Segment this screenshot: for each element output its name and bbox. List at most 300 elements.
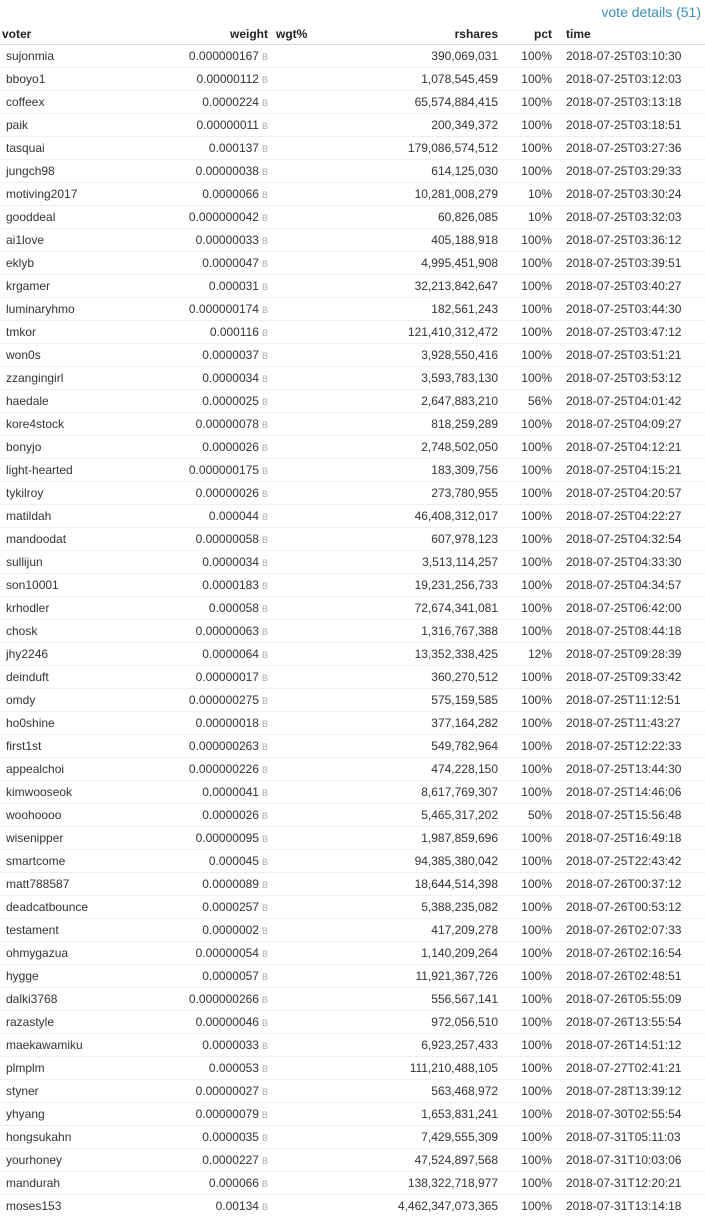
rshares-cell: 4,995,451,908 [340,252,502,275]
weight-unit-icon: B [262,466,268,476]
table-row [0,436,705,459]
weight-unit-icon: B [262,1087,268,1097]
column-header-wgt-pct[interactable]: wgt% [272,24,340,45]
voter-link[interactable]: tmkor [0,321,166,344]
pct-cell: 100% [502,1103,556,1126]
voter-link[interactable]: mandurah [0,1172,166,1195]
weight-cell [166,988,272,1011]
wgt-pct-cell [272,229,340,252]
weight-cell [166,827,272,850]
wgt-pct-cell [272,551,340,574]
weight-cell [166,229,272,252]
wgt-pct-cell [272,942,340,965]
time-cell: 2018-07-25T03:13:18 [556,91,705,114]
weight-cell [166,91,272,114]
wgt-pct-cell [272,137,340,160]
table-row [0,275,705,298]
time-cell: 2018-07-25T14:46:06 [556,781,705,804]
weight-cell [166,781,272,804]
time-cell: 2018-07-25T03:12:03 [556,68,705,91]
pct-cell: 100% [502,91,556,114]
voter-link[interactable]: moses153 [0,1195,166,1217]
column-header-weight[interactable]: weight [166,24,272,45]
voter-link[interactable]: appealchoi [0,758,166,781]
weight-unit-icon: B [262,443,268,453]
voter-link[interactable]: sullijun [0,551,166,574]
wgt-pct-cell [272,206,340,229]
rshares-cell: 4,462,347,073,365 [340,1195,502,1217]
voter-link[interactable]: gooddeal [0,206,166,229]
rshares-cell: 47,524,897,568 [340,1149,502,1172]
pct-cell: 100% [502,68,556,91]
weight-cell [166,1057,272,1080]
rshares-cell: 18,644,514,398 [340,873,502,896]
weight-value: 0.0000034 [202,555,259,569]
pct-cell: 100% [502,1034,556,1057]
time-cell: 2018-07-25T03:44:30 [556,298,705,321]
voter-link[interactable]: first1st [0,735,166,758]
voter-link[interactable]: zzangingirl [0,367,166,390]
weight-value: 0.00000063 [196,624,259,638]
table-row [0,367,705,390]
weight-unit-icon: B [262,121,268,131]
weight-value: 0.0000227 [202,1153,259,1167]
weight-value: 0.000000226 [189,762,259,776]
column-header-pct[interactable]: pct [502,24,556,45]
weight-unit-icon: B [262,650,268,660]
pct-cell: 100% [502,597,556,620]
voter-link[interactable]: smartcome [0,850,166,873]
wgt-pct-cell [272,1126,340,1149]
weight-value: 0.0000089 [202,877,259,891]
wgt-pct-cell [272,482,340,505]
weight-cell [166,413,272,436]
pct-cell: 100% [502,988,556,1011]
time-cell: 2018-07-31T05:11:03 [556,1126,705,1149]
voter-link[interactable]: maekawamiku [0,1034,166,1057]
table-row [0,965,705,988]
weight-unit-icon: B [262,282,268,292]
rshares-cell: 6,923,257,433 [340,1034,502,1057]
weight-value: 0.000053 [209,1061,259,1075]
wgt-pct-cell [272,390,340,413]
weight-cell [166,344,272,367]
column-header-rshares[interactable]: rshares [340,24,502,45]
table-row [0,758,705,781]
weight-value: 0.0000026 [202,440,259,454]
weight-cell [166,298,272,321]
rshares-cell: 72,674,341,081 [340,597,502,620]
weight-unit-icon: B [262,1018,268,1028]
voter-link[interactable]: ho0shine [0,712,166,735]
wgt-pct-cell [272,1103,340,1126]
weight-cell [166,873,272,896]
time-cell: 2018-07-31T12:20:21 [556,1172,705,1195]
table-row [0,505,705,528]
time-cell: 2018-07-25T04:01:42 [556,390,705,413]
weight-cell [166,321,272,344]
table-row [0,1103,705,1126]
weight-cell [166,482,272,505]
voter-link[interactable]: motiving2017 [0,183,166,206]
voter-link[interactable]: matildah [0,505,166,528]
pct-cell: 100% [502,735,556,758]
weight-unit-icon: B [262,213,268,223]
wgt-pct-cell [272,45,340,68]
voter-link[interactable]: yourhoney [0,1149,166,1172]
wgt-pct-cell [272,413,340,436]
weight-cell [166,367,272,390]
weight-value: 0.0000037 [202,348,259,362]
weight-unit-icon: B [262,98,268,108]
voter-link[interactable]: deinduft [0,666,166,689]
pct-cell: 50% [502,804,556,827]
pct-cell: 12% [502,643,556,666]
weight-cell [166,551,272,574]
table-row [0,528,705,551]
weight-value: 0.000000263 [189,739,259,753]
weight-cell [166,804,272,827]
time-cell: 2018-07-25T09:28:39 [556,643,705,666]
weight-unit-icon: B [262,1202,268,1212]
weight-unit-icon: B [262,627,268,637]
weight-value: 0.0000025 [202,394,259,408]
wgt-pct-cell [272,459,340,482]
pct-cell: 100% [502,505,556,528]
voter-link[interactable]: kore4stock [0,413,166,436]
rshares-cell: 11,921,367,726 [340,965,502,988]
time-cell: 2018-07-25T06:42:00 [556,597,705,620]
weight-cell [166,965,272,988]
rshares-cell: 7,429,555,309 [340,1126,502,1149]
pct-cell: 100% [502,45,556,68]
time-cell: 2018-07-25T09:33:42 [556,666,705,689]
wgt-pct-cell [272,321,340,344]
wgt-pct-cell [272,1195,340,1217]
wgt-pct-cell [272,873,340,896]
rshares-cell: 474,228,150 [340,758,502,781]
wgt-pct-cell [272,252,340,275]
weight-unit-icon: B [262,834,268,844]
weight-cell [166,735,272,758]
time-cell: 2018-07-26T00:37:12 [556,873,705,896]
vote-details-link[interactable]: vote details (51) [601,4,701,20]
rshares-cell: 3,593,783,130 [340,367,502,390]
weight-cell [166,942,272,965]
pct-cell: 100% [502,229,556,252]
table-row [0,229,705,252]
wgt-pct-cell [272,114,340,137]
time-cell: 2018-07-25T03:36:12 [556,229,705,252]
table-header-row [0,24,705,45]
weight-value: 0.000000174 [189,302,259,316]
weight-unit-icon: B [262,972,268,982]
weight-value: 0.0000066 [202,187,259,201]
pct-cell: 100% [502,413,556,436]
time-cell: 2018-07-31T10:03:06 [556,1149,705,1172]
wgt-pct-cell [272,666,340,689]
time-cell: 2018-07-25T16:49:18 [556,827,705,850]
weight-value: 0.000066 [209,1176,259,1190]
rshares-cell: 94,385,380,042 [340,850,502,873]
weight-unit-icon: B [262,489,268,499]
pct-cell: 100% [502,1126,556,1149]
weight-value: 0.0000035 [202,1130,259,1144]
weight-unit-icon: B [262,696,268,706]
pct-cell: 10% [502,206,556,229]
table-row [0,321,705,344]
rshares-cell: 1,140,209,264 [340,942,502,965]
table-row [0,643,705,666]
wgt-pct-cell [272,298,340,321]
wgt-pct-cell [272,183,340,206]
weight-cell [166,896,272,919]
weight-value: 0.000044 [209,509,259,523]
table-row [0,781,705,804]
column-header-voter[interactable]: voter [0,24,166,45]
voter-link[interactable]: razastyle [0,1011,166,1034]
weight-value: 0.00000095 [196,831,259,845]
table-row [0,896,705,919]
voter-link[interactable]: omdy [0,689,166,712]
pct-cell: 10% [502,183,556,206]
voter-link[interactable]: styner [0,1080,166,1103]
weight-unit-icon: B [262,719,268,729]
weight-cell [166,689,272,712]
rshares-cell: 614,125,030 [340,160,502,183]
weight-unit-icon: B [262,1156,268,1166]
column-header-time[interactable]: time [556,24,705,45]
table-row [0,68,705,91]
voter-link[interactable]: wisenipper [0,827,166,850]
pct-cell: 100% [502,965,556,988]
time-cell: 2018-07-26T02:07:33 [556,919,705,942]
weight-value: 0.00000033 [196,233,259,247]
pct-cell: 100% [502,436,556,459]
voter-link[interactable]: sujonmia [0,45,166,68]
rshares-cell: 818,259,289 [340,413,502,436]
table-row [0,114,705,137]
pct-cell: 100% [502,620,556,643]
table-row [0,919,705,942]
time-cell: 2018-07-26T02:16:54 [556,942,705,965]
wgt-pct-cell [272,965,340,988]
votes-table [0,24,705,1217]
weight-unit-icon: B [262,788,268,798]
table-row [0,620,705,643]
voter-link[interactable]: yhyang [0,1103,166,1126]
rshares-cell: 1,316,767,388 [340,620,502,643]
wgt-pct-cell [272,758,340,781]
weight-unit-icon: B [262,144,268,154]
table-row [0,1126,705,1149]
table-row [0,873,705,896]
voter-link[interactable]: bonyjo [0,436,166,459]
weight-cell [166,45,272,68]
voter-link[interactable]: mandoodat [0,528,166,551]
weight-cell [166,505,272,528]
wgt-pct-cell [272,896,340,919]
voter-link[interactable]: hygge [0,965,166,988]
voter-link[interactable]: coffeex [0,91,166,114]
pct-cell: 100% [502,298,556,321]
wgt-pct-cell [272,367,340,390]
weight-unit-icon: B [262,558,268,568]
wgt-pct-cell [272,850,340,873]
weight-cell [166,850,272,873]
table-row [0,1011,705,1034]
weight-unit-icon: B [262,604,268,614]
voter-link[interactable]: testament [0,919,166,942]
wgt-pct-cell [272,804,340,827]
voter-link[interactable]: ai1love [0,229,166,252]
weight-value: 0.0000033 [202,1038,259,1052]
weight-value: 0.000000042 [189,210,259,224]
time-cell: 2018-07-25T03:47:12 [556,321,705,344]
table-row [0,850,705,873]
voter-link[interactable]: paik [0,114,166,137]
time-cell: 2018-07-25T04:22:27 [556,505,705,528]
weight-cell [166,758,272,781]
weight-value: 0.0000257 [202,900,259,914]
rshares-cell: 200,349,372 [340,114,502,137]
voter-link[interactable]: tasquai [0,137,166,160]
voter-link[interactable]: chosk [0,620,166,643]
weight-value: 0.000000275 [189,693,259,707]
table-row [0,988,705,1011]
rshares-cell: 1,987,859,696 [340,827,502,850]
voter-link[interactable]: ohmygazua [0,942,166,965]
pct-cell: 100% [502,1080,556,1103]
voter-link[interactable]: woohoooo [0,804,166,827]
weight-unit-icon: B [262,397,268,407]
weight-cell [166,1195,272,1217]
time-cell: 2018-07-25T04:09:27 [556,413,705,436]
voter-link[interactable]: won0s [0,344,166,367]
pct-cell: 100% [502,160,556,183]
pct-cell: 100% [502,551,556,574]
wgt-pct-cell [272,1080,340,1103]
voter-link[interactable]: hongsukahn [0,1126,166,1149]
weight-cell [166,643,272,666]
weight-value: 0.000058 [209,601,259,615]
time-cell: 2018-07-26T00:53:12 [556,896,705,919]
weight-unit-icon: B [262,949,268,959]
table-row [0,1080,705,1103]
weight-value: 0.00000038 [196,164,259,178]
weight-unit-icon: B [262,535,268,545]
wgt-pct-cell [272,1034,340,1057]
table-row [0,597,705,620]
weight-unit-icon: B [262,1133,268,1143]
weight-unit-icon: B [262,673,268,683]
voter-link[interactable]: krhodler [0,597,166,620]
rshares-cell: 390,069,031 [340,45,502,68]
voter-link[interactable]: plmplm [0,1057,166,1080]
voter-link[interactable]: deadcatbounce [0,896,166,919]
weight-cell [166,1011,272,1034]
time-cell: 2018-07-25T03:39:51 [556,252,705,275]
rshares-cell: 179,086,574,512 [340,137,502,160]
voter-link[interactable]: jhy2246 [0,643,166,666]
voter-link[interactable]: tykilroy [0,482,166,505]
voter-link[interactable]: eklyb [0,252,166,275]
wgt-pct-cell [272,160,340,183]
time-cell: 2018-07-25T04:20:57 [556,482,705,505]
table-row [0,206,705,229]
weight-unit-icon: B [262,75,268,85]
wgt-pct-cell [272,1149,340,1172]
time-cell: 2018-07-26T05:55:09 [556,988,705,1011]
rshares-cell: 1,653,831,241 [340,1103,502,1126]
weight-unit-icon: B [262,328,268,338]
pct-cell: 100% [502,1195,556,1217]
pct-cell: 100% [502,114,556,137]
weight-unit-icon: B [262,52,268,62]
pct-cell: 100% [502,574,556,597]
time-cell: 2018-07-26T13:55:54 [556,1011,705,1034]
voter-link[interactable]: haedale [0,390,166,413]
voter-link[interactable]: matt788587 [0,873,166,896]
rshares-cell: 3,513,114,257 [340,551,502,574]
weight-value: 0.00000026 [196,486,259,500]
voter-link[interactable]: luminaryhmo [0,298,166,321]
rshares-cell: 5,465,317,202 [340,804,502,827]
weight-value: 0.00000046 [196,1015,259,1029]
rshares-cell: 575,159,585 [340,689,502,712]
weight-cell [166,183,272,206]
weight-value: 0.000045 [209,854,259,868]
weight-unit-icon: B [262,581,268,591]
weight-unit-icon: B [262,880,268,890]
pct-cell: 100% [502,528,556,551]
voter-link[interactable]: bboyo1 [0,68,166,91]
table-row [0,459,705,482]
rshares-cell: 183,309,756 [340,459,502,482]
weight-cell [166,1034,272,1057]
weight-cell [166,206,272,229]
weight-cell [166,574,272,597]
voter-link[interactable]: jungch98 [0,160,166,183]
weight-cell [166,390,272,413]
weight-unit-icon: B [262,857,268,867]
time-cell: 2018-07-27T02:41:21 [556,1057,705,1080]
wgt-pct-cell [272,1172,340,1195]
pct-cell: 100% [502,1011,556,1034]
rshares-cell: 182,561,243 [340,298,502,321]
rshares-cell: 563,468,972 [340,1080,502,1103]
weight-cell [166,597,272,620]
pct-cell: 100% [502,758,556,781]
rshares-cell: 111,210,488,105 [340,1057,502,1080]
voter-link[interactable]: kimwooseok [0,781,166,804]
voter-link[interactable]: dalki3768 [0,988,166,1011]
weight-unit-icon: B [262,1110,268,1120]
rshares-cell: 556,567,141 [340,988,502,1011]
weight-value: 0.000137 [209,141,259,155]
table-row [0,1057,705,1080]
weight-value: 0.0000026 [202,808,259,822]
voter-link[interactable]: krgamer [0,275,166,298]
rshares-cell: 5,388,235,082 [340,896,502,919]
voter-link[interactable]: light-hearted [0,459,166,482]
weight-unit-icon: B [262,765,268,775]
pct-cell: 100% [502,942,556,965]
weight-cell [166,1103,272,1126]
pct-cell: 100% [502,1057,556,1080]
voter-link[interactable]: son10001 [0,574,166,597]
weight-value: 0.00000011 [196,118,259,132]
